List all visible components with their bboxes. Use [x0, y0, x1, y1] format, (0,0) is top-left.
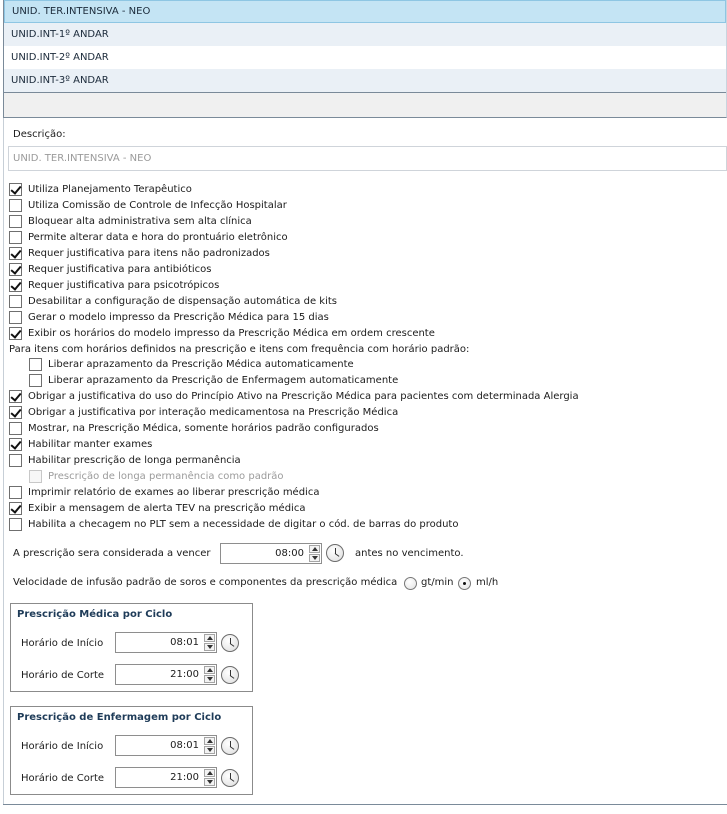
option-label: Habilitar prescrição de longa permanência [28, 455, 241, 466]
spin-down-icon[interactable] [204, 643, 215, 651]
checkbox[interactable] [9, 311, 22, 324]
checkbox[interactable] [9, 422, 22, 435]
checkbox[interactable] [9, 199, 22, 212]
spinner [204, 666, 215, 683]
spin-up-icon[interactable] [204, 666, 215, 674]
checkbox[interactable] [9, 486, 22, 499]
spin-down-icon[interactable] [309, 554, 320, 562]
option-label: Bloquear alta administrativa sem alta clínica [28, 216, 252, 227]
checkbox[interactable] [9, 438, 22, 451]
option-label: Utiliza Planejamento Terapêutico [28, 184, 192, 195]
unit-list-item[interactable]: UNID.INT-2º ANDAR [4, 46, 726, 69]
checkbox[interactable] [9, 263, 22, 276]
option-label: Prescrição de longa permanência como padrão [48, 471, 284, 482]
time-value: 08:00 [275, 548, 304, 559]
clock-icon[interactable] [221, 634, 239, 652]
unit-list-item[interactable]: UNID. TER.INTENSIVA - NEO [4, 0, 726, 23]
spin-up-icon[interactable] [309, 545, 320, 553]
option-label: Exibir os horários do modelo impresso da Prescrição Médica em ordem crescente [28, 328, 435, 339]
corte-time-input[interactable] [115, 664, 217, 685]
vencimento-label: A prescrição sera considerada a vencer [13, 548, 211, 559]
checkbox[interactable] [9, 279, 22, 292]
spin-down-icon[interactable] [204, 746, 215, 754]
radio-gt-min[interactable] [404, 577, 417, 590]
option-label: Gerar o modelo impresso da Prescrição Médica para 15 dias [28, 312, 329, 323]
checkbox[interactable] [9, 327, 22, 340]
clock-icon[interactable] [221, 666, 239, 684]
corte-time-input[interactable] [115, 767, 217, 788]
spinner [204, 737, 215, 754]
checkbox[interactable] [9, 518, 22, 531]
checkbox[interactable] [9, 406, 22, 419]
panel-bottom-border [3, 804, 727, 805]
clock-icon[interactable] [221, 737, 239, 755]
checkbox[interactable] [9, 502, 22, 515]
checkbox[interactable] [9, 390, 22, 403]
ciclo-medica-title: Prescrição Médica por Ciclo [17, 609, 173, 620]
velocidade-label: Velocidade de infusão padrão de soros e componentes da prescrição médica [13, 577, 398, 588]
spin-down-icon[interactable] [204, 675, 215, 683]
unit-list-item[interactable]: UNID.INT-1º ANDAR [4, 23, 726, 46]
time-value: 21:00 [170, 669, 199, 680]
inicio-label: Horário de Início [21, 638, 104, 649]
horarios-note: Para itens com horários definidos na prescrição e itens com frequência com horário padrão: [9, 344, 470, 355]
unit-list-item[interactable]: UNID.INT-3º ANDAR [4, 69, 726, 92]
option-label: Liberar aprazamento da Prescrição Médica automaticamente [48, 359, 354, 370]
spinner [309, 545, 320, 562]
unit-list [3, 0, 727, 118]
option-label: Imprimir relatório de exames ao liberar prescrição médica [28, 487, 320, 498]
radio-ml-h-label: ml/h [476, 577, 499, 588]
spin-up-icon[interactable] [204, 737, 215, 745]
checkbox[interactable] [9, 183, 22, 196]
radio-ml-h[interactable] [458, 577, 471, 590]
checkbox[interactable] [29, 374, 42, 387]
option-label: Obrigar a justificativa por interação medicamentosa na Prescrição Médica [28, 407, 399, 418]
option-label: Liberar aprazamento da Prescrição de Enfermagem automaticamente [48, 375, 399, 386]
checkbox[interactable] [9, 215, 22, 228]
time-value: 08:01 [170, 740, 199, 751]
option-label: Habilitar manter exames [28, 439, 153, 450]
option-label: Permite alterar data e hora do prontuário eletrônico [28, 232, 288, 243]
option-label: Requer justificativa para antibióticos [28, 264, 212, 275]
ciclo-enfermagem-group [10, 706, 253, 795]
checkbox[interactable] [29, 358, 42, 371]
option-label: Exibir a mensagem de alerta TEV na prescrição médica [28, 503, 306, 514]
option-label: Utiliza Comissão de Controle de Infecção Hospitalar [28, 200, 287, 211]
checkbox[interactable] [9, 231, 22, 244]
descricao-label: Descrição: [13, 129, 66, 140]
option-label: Obrigar a justificativa do uso do Princípio Ativo na Prescrição Médica para pacientes com determinada Alergia [28, 391, 579, 402]
descricao-input[interactable]: UNID. TER.INTENSIVA - NEO [8, 146, 727, 171]
ciclo-enfermagem-title: Prescrição de Enfermagem por Ciclo [17, 712, 222, 723]
option-label: Requer justificativa para itens não padronizados [28, 248, 270, 259]
unit-list-empty-row [4, 92, 726, 117]
option-label: Habilita a checagem no PLT sem a necessidade de digitar o cód. de barras do produto [28, 519, 459, 530]
checkbox[interactable] [9, 454, 22, 467]
checkbox[interactable] [9, 247, 22, 260]
clock-icon[interactable] [326, 544, 344, 562]
spinner [204, 769, 215, 786]
vencimento-time-input[interactable] [220, 543, 322, 564]
corte-label: Horário de Corte [21, 670, 105, 681]
time-value: 21:00 [170, 772, 199, 783]
option-label: Desabilitar a configuração de dispensação automática de kits [28, 296, 337, 307]
inicio-time-input[interactable] [115, 735, 217, 756]
option-label: Requer justificativa para psicotrópicos [28, 280, 220, 291]
spin-down-icon[interactable] [204, 778, 215, 786]
spin-up-icon[interactable] [204, 769, 215, 777]
inicio-time-input[interactable] [115, 632, 217, 653]
checkbox [29, 470, 42, 483]
clock-icon[interactable] [221, 769, 239, 787]
ciclo-medica-group [10, 603, 253, 692]
checkbox[interactable] [9, 295, 22, 308]
inicio-label: Horário de Início [21, 741, 104, 752]
vencimento-suffix: antes no vencimento. [355, 548, 464, 559]
spin-up-icon[interactable] [204, 634, 215, 642]
time-value: 08:01 [170, 637, 199, 648]
radio-gt-min-label: gt/min [421, 577, 454, 588]
corte-label: Horário de Corte [21, 773, 105, 784]
option-label: Mostrar, na Prescrição Médica, somente horários padrão configurados [28, 423, 379, 434]
spinner [204, 634, 215, 651]
panel-border [3, 118, 4, 804]
